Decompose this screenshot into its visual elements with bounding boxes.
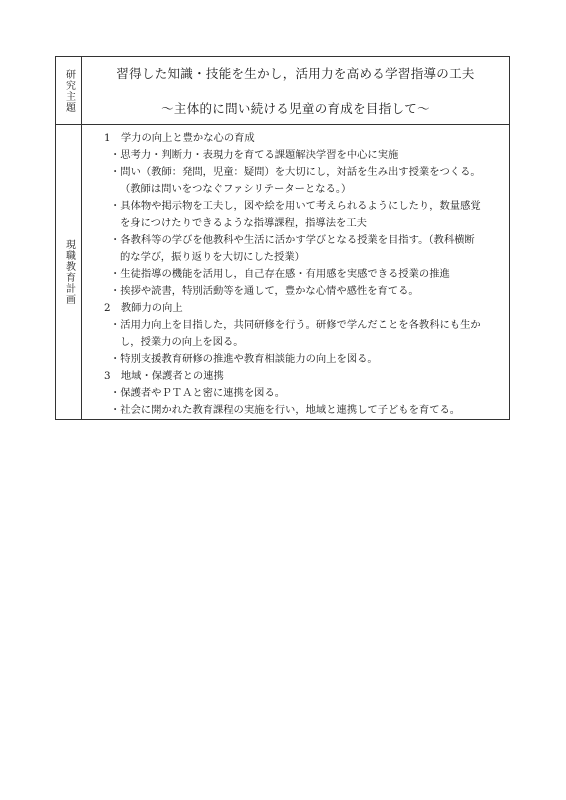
plan-line: 1 学力の向上と豊かな心の育成 (104, 132, 255, 144)
research-theme-subtitle: 〜主体的に問い続ける児童の育成を目指して〜 (161, 101, 430, 116)
plan-line: 3 地域・保護者との連携 (104, 370, 224, 382)
research-theme-label: 研究主題 (63, 68, 75, 113)
plan-line: ・問い（教師：発問，児童：疑問）を大切にし，対話を生み出す授業をつくる。 (110, 166, 481, 178)
plan-line: 的な学び，振り返りを大切にした授業） (120, 251, 305, 263)
plan-line: ・特別支援教育研修の推進や教育相談能力の向上を図る。 (110, 353, 378, 365)
education-plan-row (56, 125, 509, 419)
research-theme-label-cell (56, 57, 82, 124)
education-plan-label: 現職教育計画 (63, 239, 75, 305)
plan-line: し，授業力の向上を図る。 (120, 336, 244, 348)
plan-line: を身につけたりできるような指導課程，指導法を工夫 (120, 217, 367, 229)
plan-line: ・具体物や掲示物を工夫し，図や絵を用いて考えられるようにしたり，数量感覚 (110, 200, 481, 212)
plan-line: ・思考力・判断力・表現力を育てる課題解決学習を中心に実施 (110, 149, 399, 161)
education-plan-label-cell (56, 125, 82, 419)
document-table (55, 56, 510, 420)
plan-line: ・各教科等の学びを他教科や生活に活かす学びとなる授業を目指す。（教科横断 (110, 234, 475, 246)
plan-line: ・保護者やＰＴＡと密に連携を図る。 (110, 387, 286, 399)
research-theme-row (56, 57, 509, 125)
education-plan-content (82, 125, 509, 419)
plan-line: 2 教師力の向上 (104, 302, 183, 314)
plan-line: ・挨拶や読書，特別活動等を通して，豊かな心情や感性を育てる。 (110, 285, 419, 297)
plan-line: （教師は問いをつなぐファシリテーターとなる。） (120, 183, 352, 195)
research-theme-content (82, 57, 509, 124)
plan-line: ・活用力向上を目指した，共同研修を行う。研修で学んだことを各教科にも生か (110, 319, 481, 331)
plan-line: ・生徒指導の機能を活用し，自己存在感・有用感を実感できる授業の推進 (110, 268, 450, 280)
plan-line: ・社会に開かれた教育課程の実施を行い，地域と連携して子どもを育てる。 (110, 404, 461, 416)
research-theme-title: 習得した知識・技能を生かし，活用力を高める学習指導の工夫 (116, 66, 475, 81)
